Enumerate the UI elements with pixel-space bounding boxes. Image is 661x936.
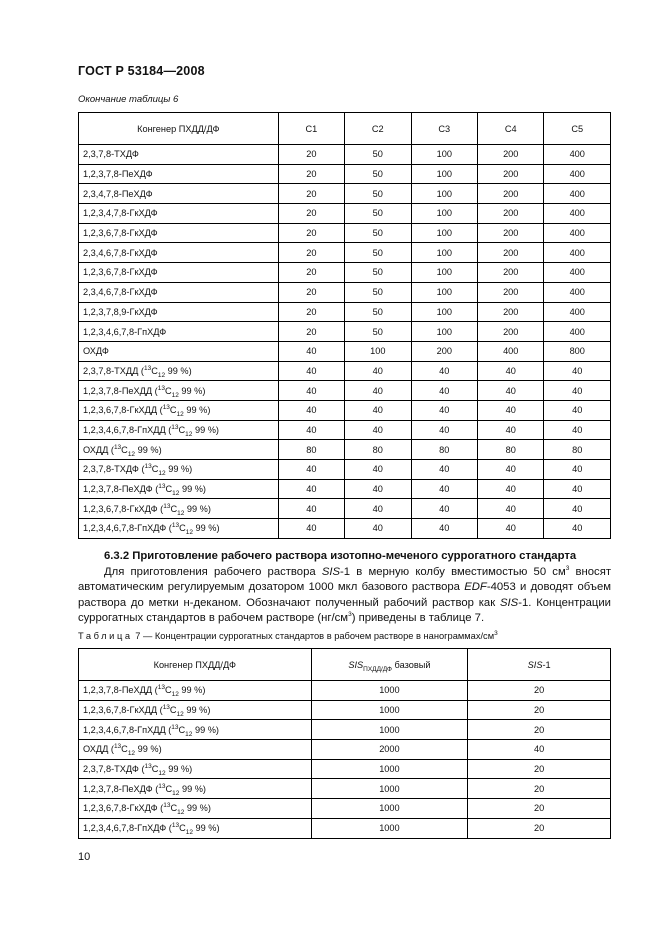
table-6 (78, 112, 611, 539)
value-cell: 40 (478, 381, 544, 401)
table6-col-c4: C4 (478, 113, 544, 145)
value-cell: 40 (544, 420, 611, 440)
value-cell: 100 (345, 341, 411, 361)
value-cell: 20 (468, 779, 611, 799)
table-row (79, 243, 611, 263)
table6-header-row (79, 113, 611, 145)
value-cell: 1000 (311, 720, 468, 740)
table6-col-c5: C5 (544, 113, 611, 145)
value-cell: 200 (478, 302, 544, 322)
value-cell: 100 (411, 282, 477, 302)
value-cell: 80 (478, 440, 544, 460)
value-cell: 40 (345, 460, 411, 480)
value-cell: 200 (411, 341, 477, 361)
table-row (79, 460, 611, 480)
table7-col-sis-base: $SIS_{ПХДД/ДФ}$ базовый (311, 649, 468, 681)
value-cell: 50 (345, 223, 411, 243)
value-cell: 40 (278, 479, 344, 499)
value-cell: 40 (478, 499, 544, 519)
value-cell: 20 (278, 243, 344, 263)
congener-cell: 1,2,3,7,8-ПеХДФ ($^{13}C_{12}$ 99 %) (79, 779, 312, 799)
table-row (79, 341, 611, 361)
congener-cell: 1,2,3,7,8-ПеХДФ ($^{13}C_{12}$ 99 %) (79, 479, 279, 499)
table-row (79, 681, 611, 701)
value-cell: 20 (278, 223, 344, 243)
table-row (79, 519, 611, 539)
table-row (79, 700, 611, 720)
value-cell: 200 (478, 243, 544, 263)
congener-cell: 1,2,3,4,6,7,8-ГпХДД ($^{13}C_{12}$ 99 %) (79, 720, 312, 740)
congener-cell: 1,2,3,6,7,8-ГкХДФ (79, 223, 279, 243)
congener-cell: 1,2,3,4,6,7,8-ГпХДФ ($^{13}C_{12}$ 99 %) (79, 818, 312, 838)
congener-cell: ОХДД ($^{13}C_{12}$ 99 %) (79, 440, 279, 460)
section-heading: 6.3.2 Приготовление рабочего раствора изотопно-меченого суррогатного стандарта (104, 550, 577, 562)
value-cell: 40 (411, 381, 477, 401)
table7-col-sis1: SIS-1 (468, 649, 611, 681)
value-cell: 200 (478, 282, 544, 302)
value-cell: 50 (345, 164, 411, 184)
value-cell: 50 (345, 263, 411, 283)
value-cell: 200 (478, 184, 544, 204)
congener-cell: 2,3,4,6,7,8-ГкХДФ (79, 243, 279, 263)
value-cell: 1000 (311, 799, 468, 819)
page-number: 10 (78, 851, 91, 863)
congener-cell: 2,3,7,8-ТХДФ ($^{13}C_{12}$ 99 %) (79, 460, 279, 480)
value-cell: 400 (544, 282, 611, 302)
table-row (79, 818, 611, 838)
document-header: ГОСТ Р 53184—2008 (78, 64, 205, 78)
table-row (79, 499, 611, 519)
value-cell: 40 (411, 499, 477, 519)
value-cell: 40 (468, 740, 611, 760)
table-row (79, 740, 611, 760)
table-row (79, 720, 611, 740)
value-cell: 100 (411, 263, 477, 283)
value-cell: 20 (278, 263, 344, 283)
value-cell: 40 (478, 361, 544, 381)
value-cell: 40 (278, 420, 344, 440)
table-row (79, 204, 611, 224)
congener-cell: 1,2,3,4,6,7,8-ГпХДФ ($^{13}C_{12}$ 99 %) (79, 519, 279, 539)
value-cell: 40 (278, 361, 344, 381)
table-row (79, 184, 611, 204)
value-cell: 20 (278, 302, 344, 322)
value-cell: 80 (345, 440, 411, 460)
congener-cell: 2,3,4,7,8-ПеХДФ (79, 184, 279, 204)
value-cell: 100 (411, 145, 477, 165)
congener-cell: 2,3,7,8-ТХДД ($^{13}C_{12}$ 99 %) (79, 361, 279, 381)
value-cell: 400 (544, 322, 611, 342)
value-cell: 50 (345, 184, 411, 204)
value-cell: 1000 (311, 681, 468, 701)
value-cell: 40 (345, 479, 411, 499)
value-cell: 100 (411, 204, 477, 224)
value-cell: 100 (411, 184, 477, 204)
value-cell: 50 (345, 322, 411, 342)
value-cell: 40 (345, 400, 411, 420)
value-cell: 400 (544, 302, 611, 322)
table-row (79, 420, 611, 440)
value-cell: 40 (544, 381, 611, 401)
value-cell: 400 (544, 263, 611, 283)
congener-cell: 1,2,3,4,6,7,8-ГпХДД ($^{13}C_{12}$ 99 %) (79, 420, 279, 440)
value-cell: 40 (411, 460, 477, 480)
congener-cell: 1,2,3,4,7,8-ГкХДФ (79, 204, 279, 224)
value-cell: 200 (478, 223, 544, 243)
value-cell: 40 (411, 479, 477, 499)
value-cell: 200 (478, 263, 544, 283)
value-cell: 40 (478, 519, 544, 539)
value-cell: 400 (544, 204, 611, 224)
value-cell: 400 (544, 243, 611, 263)
congener-cell: 1,2,3,7,8-ПеХДФ (79, 164, 279, 184)
table-row (79, 302, 611, 322)
value-cell: 200 (478, 145, 544, 165)
value-cell: 40 (278, 400, 344, 420)
value-cell: 40 (278, 460, 344, 480)
value-cell: 2000 (311, 740, 468, 760)
value-cell: 40 (411, 400, 477, 420)
value-cell: 20 (278, 184, 344, 204)
table6-col-c3: C3 (411, 113, 477, 145)
value-cell: 50 (345, 145, 411, 165)
congener-cell: 1,2,3,4,6,7,8-ГпХДФ (79, 322, 279, 342)
table7-caption: Таблица 7 — Концентрации суррогатных стандартов в рабочем растворе в нанограммах/$см^3$ (78, 629, 498, 641)
section-paragraph: Для приготовления рабочего раствора SIS-1 в мерную колбу вместимостью 50 $см^3$ вносят автоматическим регулируемым дозатором 1000 мкл базового раствора EDF-4053 и доводят объем раствора до метки н-деканом. Обозначают полученный рабочий раствор как SIS-1. Концентрации суррогатных стандартов в рабочем растворе $(нг/см^3)$ приведены в таблице 7. (78, 564, 611, 625)
value-cell: 40 (345, 381, 411, 401)
value-cell: 100 (411, 164, 477, 184)
value-cell: 40 (544, 400, 611, 420)
value-cell: 40 (478, 420, 544, 440)
table6-col-c1: C1 (278, 113, 344, 145)
value-cell: 80 (278, 440, 344, 460)
value-cell: 40 (544, 361, 611, 381)
value-cell: 400 (544, 223, 611, 243)
value-cell: 100 (411, 223, 477, 243)
value-cell: 400 (544, 184, 611, 204)
table-row (79, 799, 611, 819)
value-cell: 1000 (311, 818, 468, 838)
value-cell: 40 (478, 479, 544, 499)
congener-cell: 1,2,3,7,8-ПеХДД ($^{13}C_{12}$ 99 %) (79, 681, 312, 701)
value-cell: 40 (278, 499, 344, 519)
value-cell: 20 (278, 282, 344, 302)
value-cell: 200 (478, 204, 544, 224)
value-cell: 1000 (311, 779, 468, 799)
table-row (79, 263, 611, 283)
value-cell: 20 (468, 818, 611, 838)
value-cell: 200 (478, 164, 544, 184)
section-6-3-2 (78, 549, 611, 627)
value-cell: 20 (278, 322, 344, 342)
value-cell: 40 (544, 479, 611, 499)
value-cell: 400 (544, 164, 611, 184)
table6-col-congener: Конгенер ПХДД/ДФ (79, 113, 279, 145)
congener-cell: 1,2,3,6,7,8-ГкХДД ($^{13}C_{12}$ 99 %) (79, 400, 279, 420)
table7-header-row (79, 649, 611, 681)
value-cell: 80 (544, 440, 611, 460)
value-cell: 400 (478, 341, 544, 361)
value-cell: 20 (278, 164, 344, 184)
table-row (79, 282, 611, 302)
congener-cell: 1,2,3,7,8-ПеХДД ($^{13}C_{12}$ 99 %) (79, 381, 279, 401)
table-row (79, 322, 611, 342)
table-row (79, 381, 611, 401)
value-cell: 800 (544, 341, 611, 361)
value-cell: 40 (278, 341, 344, 361)
congener-cell: ОХДД ($^{13}C_{12}$ 99 %) (79, 740, 312, 760)
congener-cell: 1,2,3,6,7,8-ГкХДД ($^{13}C_{12}$ 99 %) (79, 700, 312, 720)
table-row (79, 164, 611, 184)
value-cell: 20 (278, 145, 344, 165)
value-cell: 40 (478, 460, 544, 480)
value-cell: 50 (345, 204, 411, 224)
congener-cell: 1,2,3,6,7,8-ГкХДФ ($^{13}C_{12}$ 99 %) (79, 499, 279, 519)
value-cell: 1000 (311, 759, 468, 779)
value-cell: 40 (411, 519, 477, 539)
value-cell: 100 (411, 322, 477, 342)
table6-col-c2: C2 (345, 113, 411, 145)
congener-cell: ОХДФ (79, 341, 279, 361)
value-cell: 40 (411, 420, 477, 440)
congener-cell: 1,2,3,6,7,8-ГкХДФ ($^{13}C_{12}$ 99 %) (79, 799, 312, 819)
value-cell: 20 (468, 700, 611, 720)
table-row (79, 440, 611, 460)
table-row (79, 759, 611, 779)
value-cell: 80 (411, 440, 477, 460)
value-cell: 40 (411, 361, 477, 381)
table-row (79, 361, 611, 381)
value-cell: 20 (468, 720, 611, 740)
value-cell: 50 (345, 243, 411, 263)
congener-cell: 1,2,3,6,7,8-ГкХДФ (79, 263, 279, 283)
congener-cell: 2,3,7,8-ТХДФ ($^{13}C_{12}$ 99 %) (79, 759, 312, 779)
value-cell: 40 (278, 519, 344, 539)
table-7 (78, 648, 611, 839)
value-cell: 50 (345, 282, 411, 302)
table-row (79, 223, 611, 243)
value-cell: 40 (544, 499, 611, 519)
value-cell: 40 (278, 381, 344, 401)
value-cell: 40 (345, 361, 411, 381)
value-cell: 20 (278, 204, 344, 224)
value-cell: 100 (411, 243, 477, 263)
value-cell: 50 (345, 302, 411, 322)
value-cell: 40 (345, 420, 411, 440)
value-cell: 40 (544, 519, 611, 539)
value-cell: 20 (468, 681, 611, 701)
table-row (79, 400, 611, 420)
value-cell: 1000 (311, 700, 468, 720)
congener-cell: 2,3,4,6,7,8-ГкХДФ (79, 282, 279, 302)
value-cell: 200 (478, 322, 544, 342)
table7-col-congener: Конгенер ПХДД/ДФ (79, 649, 312, 681)
congener-cell: 1,2,3,7,8,9-ГкХДФ (79, 302, 279, 322)
value-cell: 20 (468, 759, 611, 779)
table-row (79, 779, 611, 799)
value-cell: 400 (544, 145, 611, 165)
table-row (79, 145, 611, 165)
value-cell: 40 (345, 499, 411, 519)
congener-cell: 2,3,7,8-ТХДФ (79, 145, 279, 165)
table-row (79, 479, 611, 499)
table6-caption: Окончание таблицы 6 (78, 94, 179, 105)
value-cell: 40 (544, 460, 611, 480)
value-cell: 40 (478, 400, 544, 420)
value-cell: 100 (411, 302, 477, 322)
value-cell: 40 (345, 519, 411, 539)
value-cell: 20 (468, 799, 611, 819)
